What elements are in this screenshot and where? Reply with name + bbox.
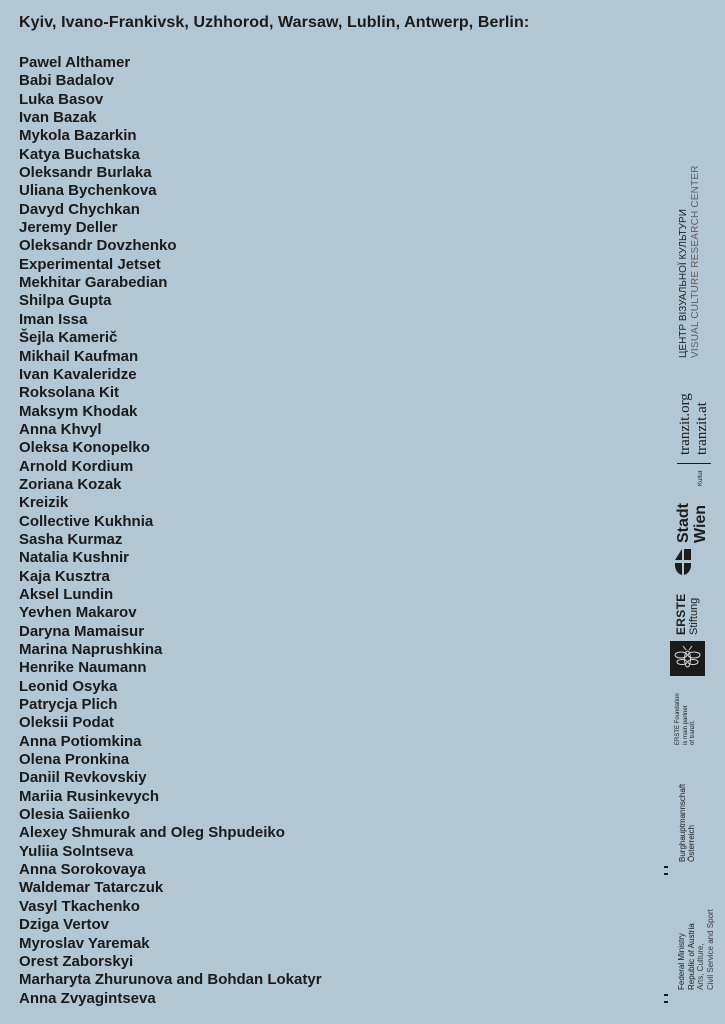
burghauptmannschaft-logo-text [678, 784, 696, 862]
artist-name: Ivan Bazak [19, 109, 97, 127]
artist-name: Marharyta Zhurunova and Bohdan Lokatyr [19, 971, 322, 989]
erste-stiftung-logo-text [675, 593, 701, 635]
federal-ministry-logo-text [677, 909, 715, 990]
artist-name: Mikhail Kaufman [19, 347, 139, 365]
artist-name: Anna Potiomkina [19, 732, 142, 750]
stiftung-text: Stiftung [688, 597, 700, 635]
artist-name: Waldemar Tatarczuk [19, 879, 164, 897]
artist-name: Davyd Chychkan [19, 200, 140, 218]
wien-shield-icon [674, 548, 692, 576]
artist-name: Dziga Vertov [19, 916, 110, 934]
burghauptmannschaft-line-2: Österreich [687, 825, 696, 862]
artist-name: Oleksa Konopelko [19, 439, 150, 457]
artist-name: Shilpa Gupta [19, 292, 112, 310]
erste-partner-note [675, 693, 698, 745]
federal-ministry-mark-icon [664, 994, 668, 1003]
artist-name: Uliana Bychenkova [19, 182, 157, 200]
stadt-wien-logo-text [675, 503, 709, 543]
artist-name: Daniil Revkovskiy [19, 769, 147, 787]
vcrc-ukrainian-name: ЦЕНТР ВІЗУАЛЬНОЇ КУЛЬТУРИ [678, 209, 689, 358]
federal-ministry-line-3: Arts, Culture, [696, 943, 705, 990]
artist-name: Oleksandr Dovzhenko [19, 237, 177, 255]
artist-name: Yevhen Makarov [19, 604, 137, 622]
tranzit-links [677, 393, 711, 455]
artist-name: Collective Kukhnia [19, 512, 154, 530]
artist-name: Katya Buchatska [19, 145, 140, 163]
artist-name: Sasha Kurmaz [19, 530, 123, 548]
artist-name: Anna Zvyagintseva [19, 989, 156, 1007]
artist-name: Iman Issa [19, 310, 88, 328]
artist-name: Aksel Lundin [19, 585, 114, 603]
erste-text: ERSTE [674, 593, 688, 635]
artist-name: Maksym Khodak [19, 402, 138, 420]
erste-bee-icon [670, 641, 705, 676]
artist-name: Myroslav Yaremak [19, 934, 150, 952]
artist-name: Olena Pronkina [19, 751, 130, 769]
vcrc-english-name: VISUAL CULTURE RESEARCH CENTER [690, 165, 701, 358]
artist-name: Henrike Naumann [19, 659, 147, 677]
artist-name: Ivan Kavaleridze [19, 365, 137, 383]
erste-partner-line-3: of tranzit. [690, 720, 696, 745]
artist-name: Mariia Rusinkevych [19, 787, 160, 805]
artist-name: Anna Sorokovaya [19, 861, 146, 879]
burghauptmannschaft-mark-icon [664, 866, 668, 875]
stadt-text: Stadt [675, 503, 692, 543]
erste-partner-line-1: ERSTE Foundation [675, 693, 681, 745]
artist-list [19, 54, 322, 1008]
artist-name: Mykola Bazarkin [19, 127, 137, 145]
artist-name: Daryna Mamaisur [19, 622, 145, 640]
artist-name: Arnold Kordium [19, 457, 134, 475]
artist-name: Anna Khvyl [19, 420, 102, 438]
artist-name: Orest Zaborskyi [19, 952, 134, 970]
artist-name: Jeremy Deller [19, 219, 118, 237]
artist-name: Experimental Jetset [19, 255, 161, 273]
tranzit-org-link[interactable]: tranzit.org [677, 393, 693, 455]
artist-name: Yuliia Solntseva [19, 842, 134, 860]
tranzit-at-link[interactable]: tranzit.at [694, 402, 710, 455]
artist-name: Babi Badalov [19, 72, 115, 90]
artist-name: Kreizik [19, 494, 69, 512]
artist-name: Roksolana Kit [19, 384, 120, 402]
artist-name: Pawel Althamer [19, 54, 131, 71]
artist-name: Oleksii Podat [19, 714, 115, 732]
erste-partner-line-2: is main partner [682, 705, 689, 745]
artist-name: Zoriana Kozak [19, 475, 122, 493]
artist-name: Kaja Kusztra [19, 567, 110, 585]
page-heading: Kyiv, Ivano-Frankivsk, Uzhhorod, Warsaw, Lublin, Antwerp, Berlin: [19, 14, 530, 31]
artist-name: Marina Naprushkina [19, 641, 163, 658]
artist-name: Luka Basov [19, 90, 104, 108]
federal-ministry-line-2: Republic of Austria [686, 923, 696, 990]
wien-text: Wien [692, 504, 709, 543]
kultur-label: Kultur [698, 470, 704, 486]
artist-name: Oleksandr Burlaka [19, 164, 152, 182]
artist-name: Patrycja Plich [19, 696, 118, 714]
artist-name: Natalia Kushnir [19, 549, 130, 567]
artist-name: Mekhitar Garabedian [19, 274, 168, 292]
artist-name: Šejla Kamerič [19, 329, 118, 347]
artist-name: Olesia Saiienko [19, 806, 130, 824]
vcrc-logo-text [678, 165, 702, 358]
artist-name: Leonid Osyka [19, 677, 118, 695]
federal-ministry-line-4: Civil Service and Sport [705, 909, 715, 990]
artist-name: Alexey Shmurak and Oleg Shpudeiko [19, 824, 285, 842]
federal-ministry-line-1: Federal Ministry [677, 933, 686, 990]
sponsor-divider [677, 463, 711, 464]
burghauptmannschaft-line-1: Burghauptmannschaft [678, 783, 687, 862]
artist-name: Vasyl Tkachenko [19, 897, 140, 915]
